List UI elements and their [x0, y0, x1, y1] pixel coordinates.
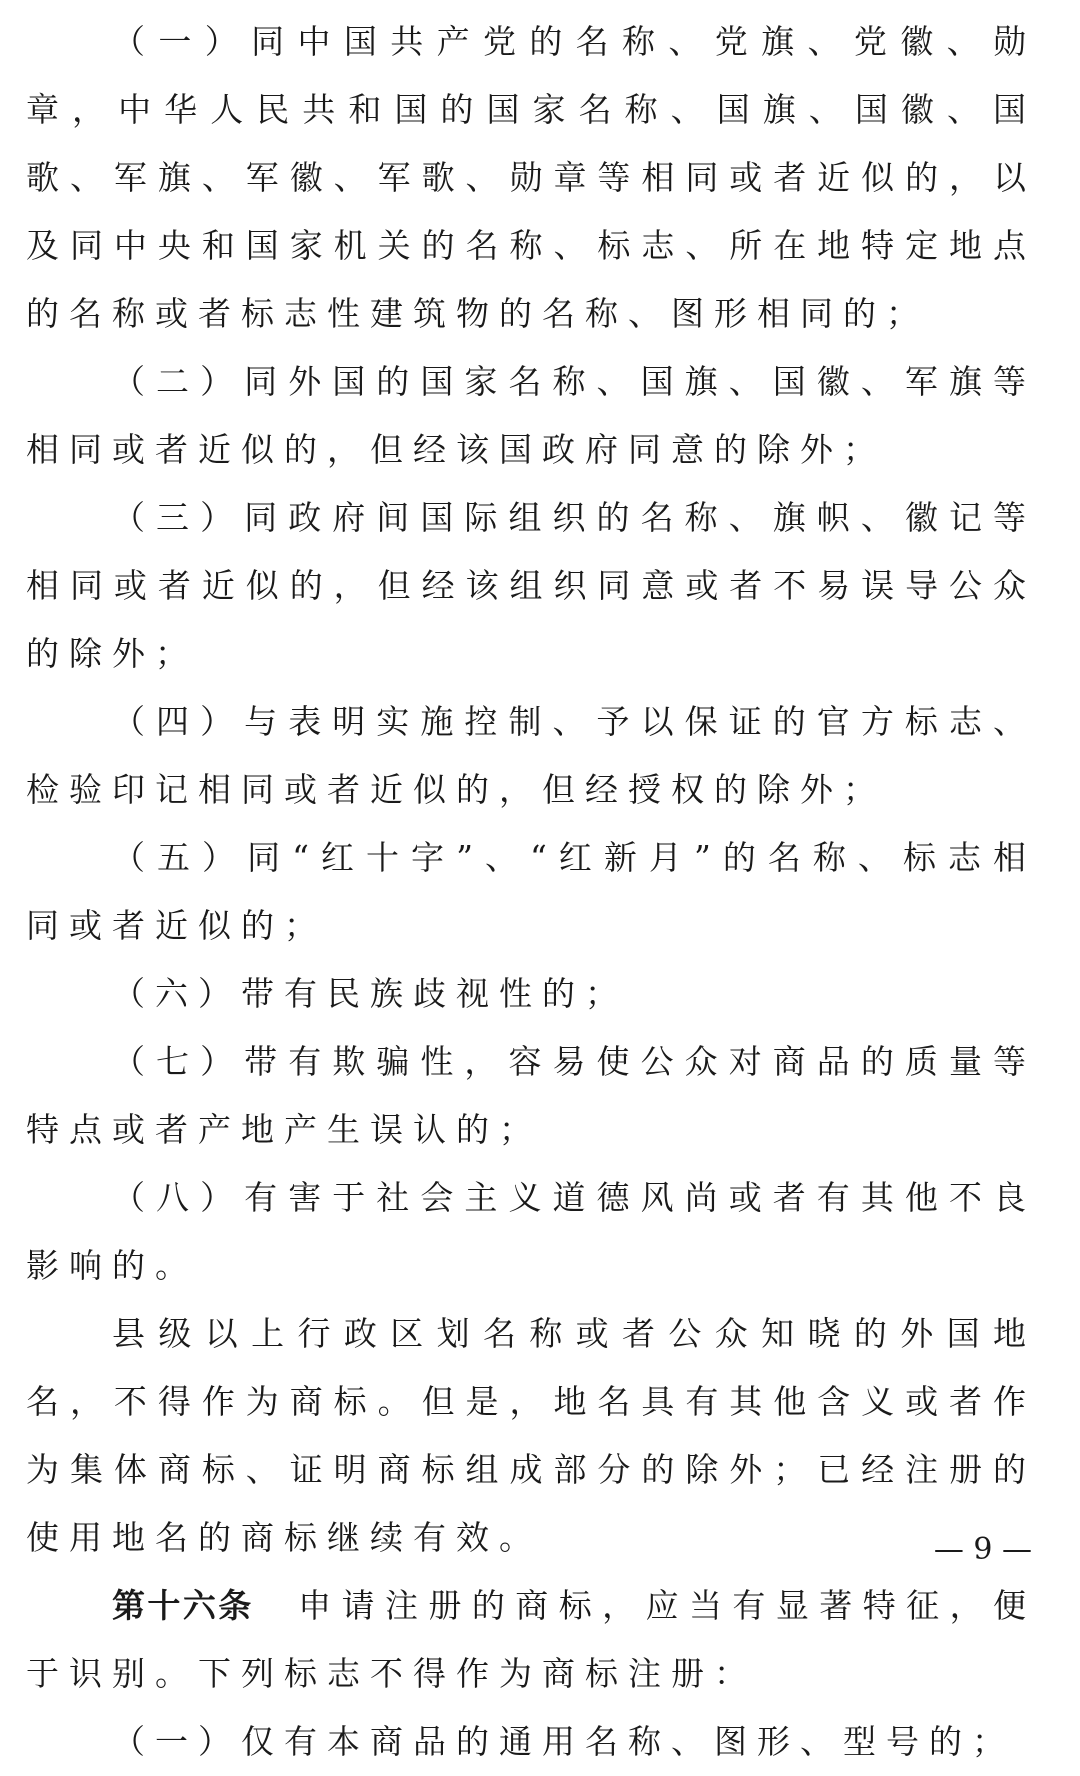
- document-page: [26, 0, 1037, 1761]
- paragraph-place-names: 县级以上行政区划名称或者公众知晓的外国地名，不得作为商标。但是，地名具有其他含义或者作为集体商标、证明商标组成部分的除外；已经注册的使用地名的商标继续有效。: [26, 1314, 1036, 1557]
- paragraph-item-1: （一）同中国共产党的名称、党旗、党徽、勋章，中华人民共和国的国家名称、国旗、国徽、国歌、军旗、军徽、军歌、勋章等相同或者近似的，以及同中央和国家机关的名称、标志、所在地特定地点的名称或者标志性建筑物的名称、图形相同的；: [26, 22, 1036, 333]
- paragraph-item-7: （七）带有欺骗性，容易使公众对商品的质量等特点或者产地产生误认的；: [26, 1042, 1036, 1149]
- paragraph-last-item: （一）仅有本商品的通用名称、图形、型号的；: [112, 1722, 1015, 1761]
- article-16-paragraph: [26, 1572, 1036, 1708]
- paragraph-item-4: （四）与表明实施控制、予以保证的官方标志、检验印记相同或者近似的，但经授权的除外；: [26, 702, 1036, 809]
- page-number: — 9 —: [933, 1532, 1032, 1567]
- paragraph-item-5: （五）同“红十字”、“红新月”的名称、标志相同或者近似的；: [26, 838, 1036, 945]
- paragraph-item-3: （三）同政府间国际组织的名称、旗帜、徽记等相同或者近似的，但经该组织同意或者不易误导公众的除外；: [26, 498, 1036, 673]
- paragraph-item-8: （八）有害于社会主义道德风尚或者有其他不良影响的。: [26, 1178, 1036, 1285]
- article-heading: 第十六条: [112, 1586, 254, 1625]
- paragraph-item-6: （六）带有民族歧视性的；: [112, 974, 628, 1013]
- paragraph-item-2: （二）同外国的国家名称、国旗、国徽、军旗等相同或者近似的，但经该国政府同意的除外；: [26, 362, 1036, 469]
- article-text: 申请注册的商标，应当有显著特征，便于识别。下列标志不得作为商标注册：: [26, 1586, 1037, 1693]
